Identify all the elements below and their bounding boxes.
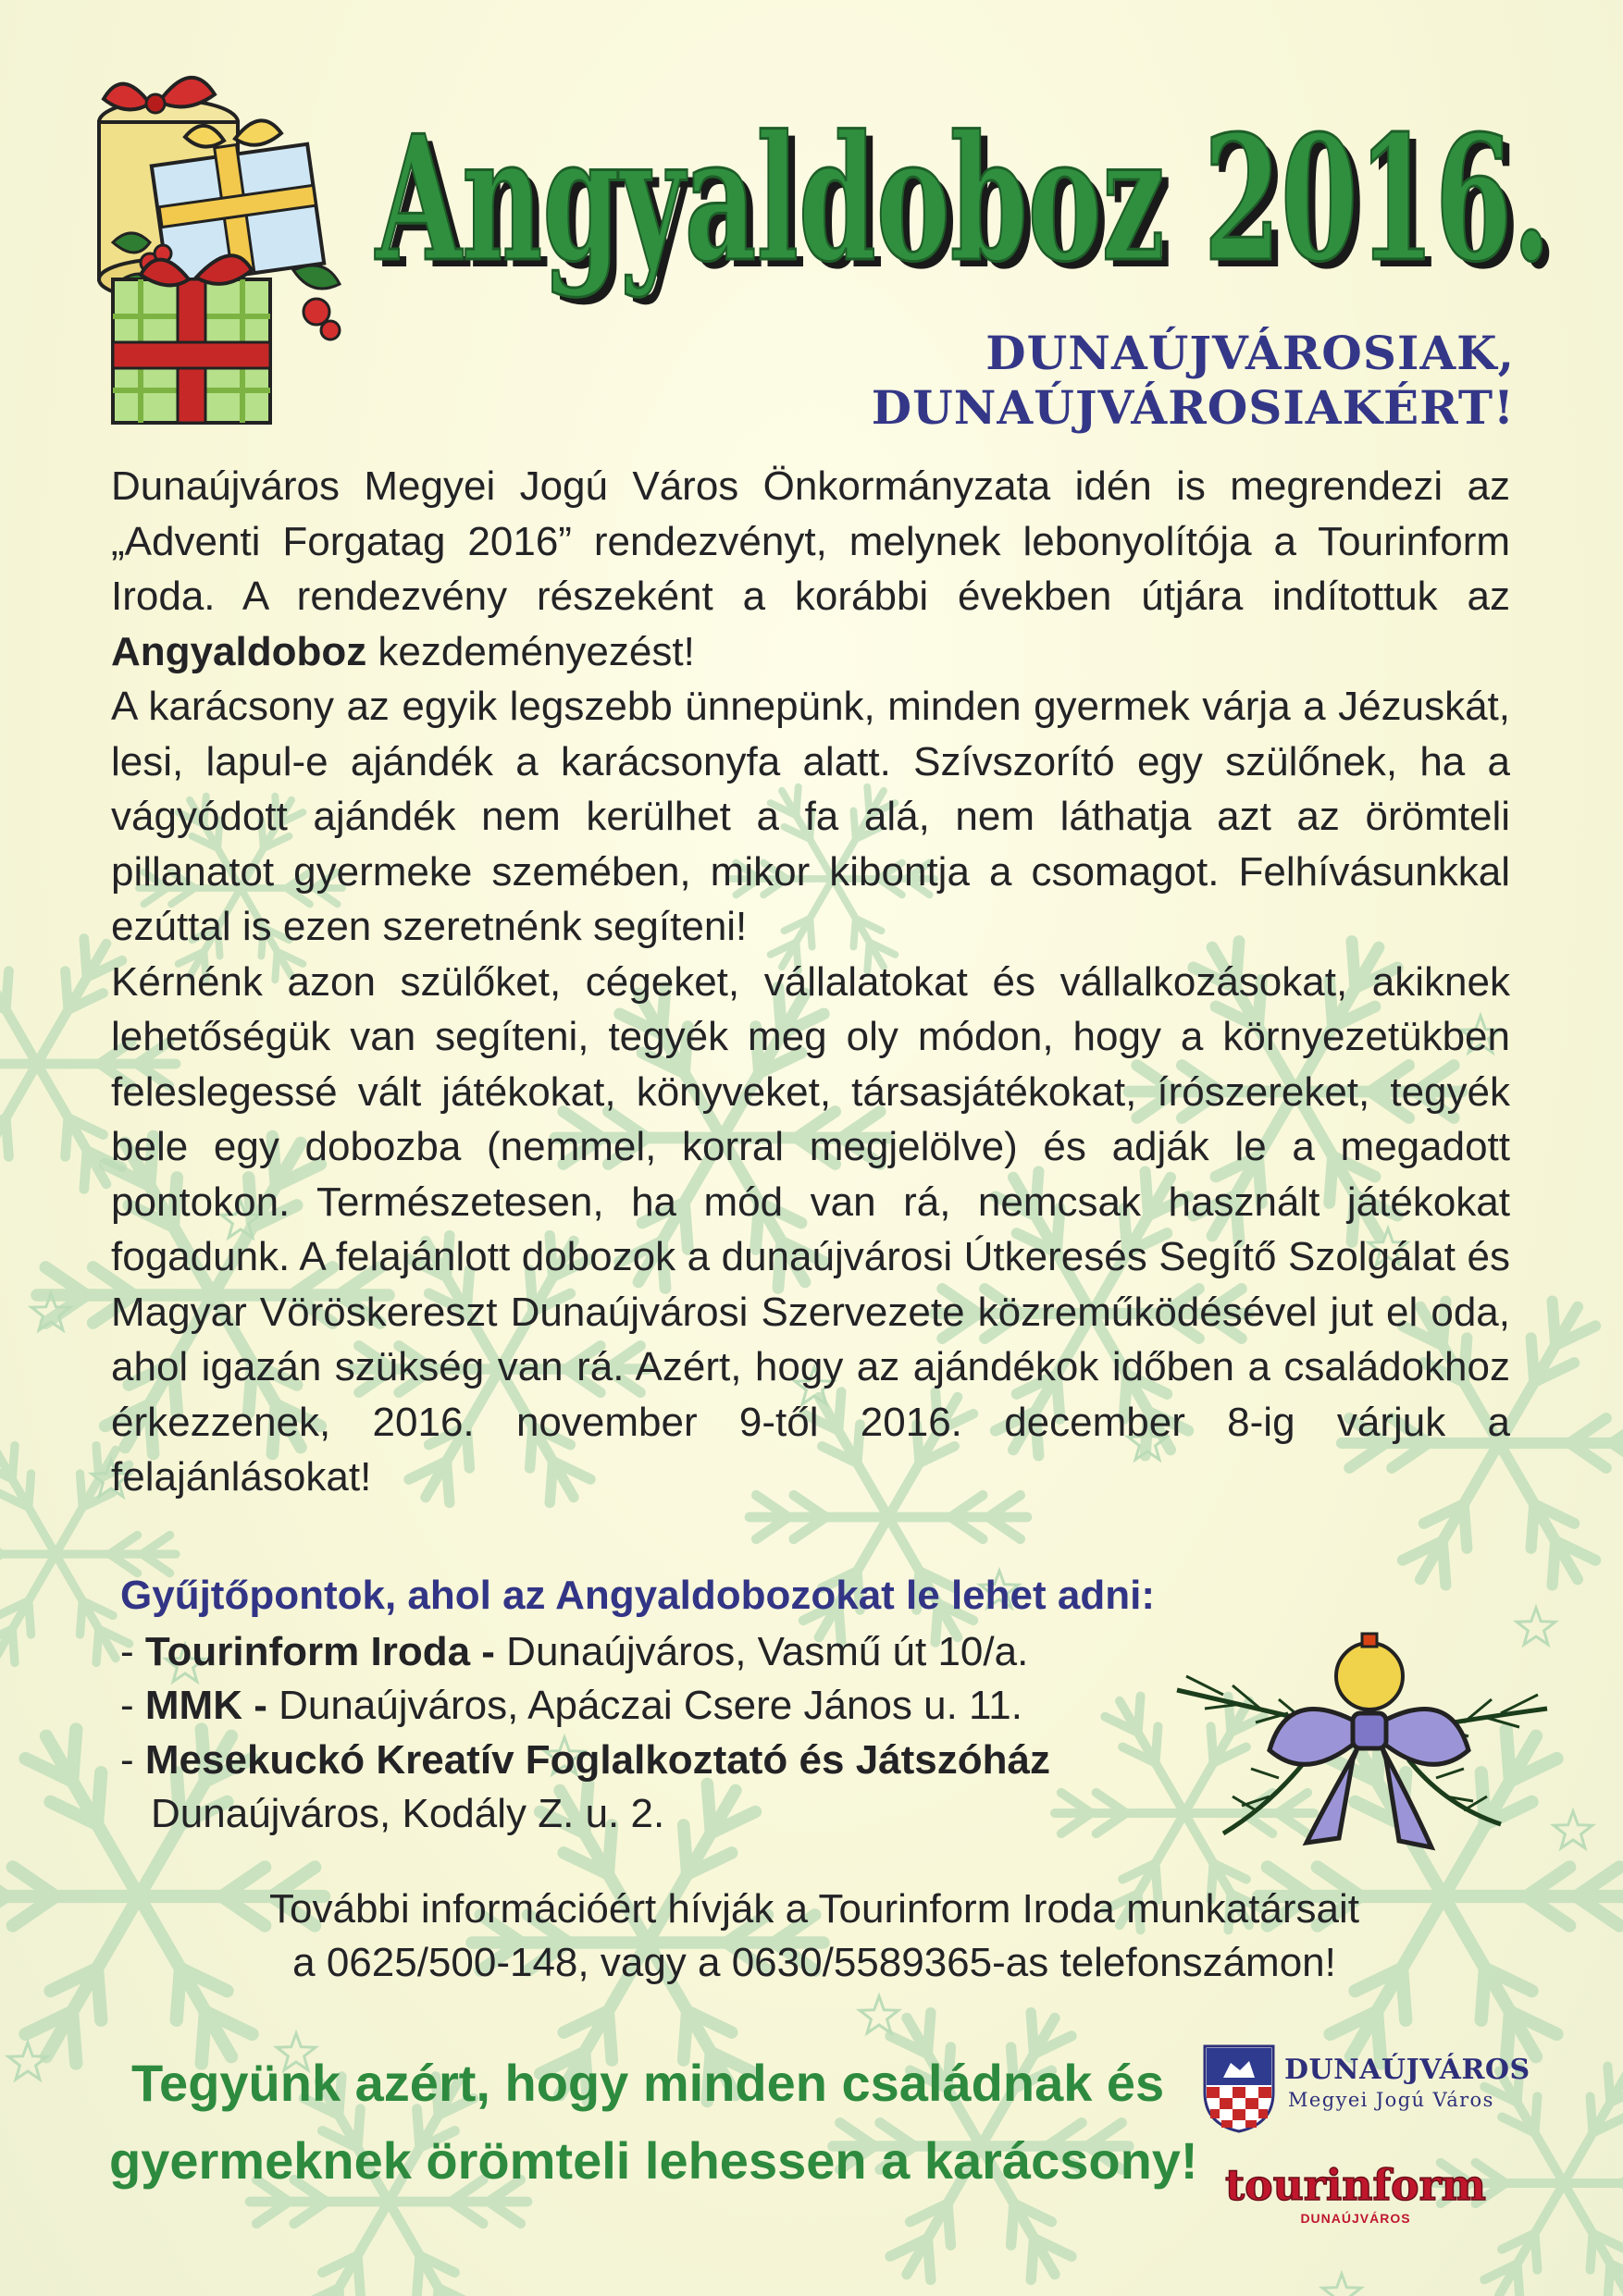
paragraph-intro: Dunaújváros Megyei Jogú Város Önkormányzata idén is megrendezi az „Adventi Forgatag 2016” rendezvényt, melynek lebonyolítója a Tourinform Iroda. A rendezvény részeként a korábbi években útjára indítottuk az Angyaldoboz kezdeményezést! — [111, 463, 1510, 674]
city-logo-name: DUNAÚJVÁROS — [1284, 2054, 1530, 2086]
star-icon — [1554, 1811, 1592, 1848]
closing-line-1: Tegyünk azért, hogy minden családnak és — [131, 2054, 1165, 2112]
page-title — [370, 85, 1564, 316]
list-item: - Tourinform Iroda - Dunaújváros, Vasmű út 10/a. — [120, 1628, 1029, 1674]
tourinform-city: DUNAÚJVÁROS — [1300, 2211, 1411, 2226]
title-shadow: Angyaldoboz 2016. — [381, 105, 1559, 307]
collection-points — [120, 1569, 1184, 1842]
list-item-address: Dunaújváros, Kodály Z. u. 2. — [151, 1791, 665, 1836]
tourinform-logo — [1221, 2159, 1490, 2233]
star-icon — [1322, 2274, 1361, 2296]
list-item: - Mesekuckó Kreatív Foglalkoztató és Játszóház — [120, 1736, 1050, 1783]
paragraph-christmas: A karácsony az egyik legszebb ünnepünk, minden gyermek várja a Jézuskát, lesi, lapul-e ajándék a karácsonyfa alatt. Szívszorító egy szülőnek, ha a vágyódott ajándék nem kerülhet a fa alá, nem láthatja azt az örömteli pillanatot gyermeke szemében, mikor kibontja a csomagot. Felhívásunkkal ezúttal is ezen szeretnénk segíteni! — [111, 684, 1510, 949]
christmas-ornament-illustration — [1168, 1621, 1556, 1870]
paragraph-request: Kérnénk azon szülőket, cégeket, vállalatokat és vállalkozásokat, akiknek lehetőségük van segíteni, tegyék meg oly módon, hogy a környezetükben feleslegessé vált játékokat, könyveket, társasjátékokat, írószereket, tegyék bele egy dobozba (nemmel, korral megjelölve) és adják le a megadott pontokon. Természetesen, ha mód van rá, nemcsak használt játékokat fogadunk. A felajánlott dobozok a dunaújvárosi Útkeresés Segítő Szolgálat és Magyar Vöröskereszt Dunaújvárosi Szervezete közreműködésével jut el oda, ahol igazán szükség van rá. Azért, hogy az ajándékok időben a családokhoz érkezzenek, 2016. november 9-től 2016. december 8-ig várjuk a felajánlásokat! — [111, 958, 1510, 1500]
closing-line-2: gyermeknek örömteli lehessen a karácsony! — [109, 2131, 1198, 2190]
city-crest-icon — [1203, 2044, 1275, 2133]
star-icon — [8, 2043, 47, 2080]
contact-line-2: a 0625/500-148, vagy a 0630/5589365-as telefonszámon! — [292, 1940, 1336, 1985]
contact-line-1: További információért hívják a Tourinform Iroda munkatársait — [269, 1886, 1359, 1932]
list-item: - MMK - Dunaújváros, Apáczai Csere János u. 11. — [120, 1683, 1022, 1728]
body-text — [111, 459, 1510, 1505]
angyaldoboz-highlight: Angyaldoboz — [111, 628, 367, 674]
dunaujvaros-city-logo — [1203, 2044, 1530, 2137]
star-icon — [860, 1996, 898, 2033]
collection-points-heading: Gyűjtőpontok, ahol az Angyaldobozokat le lehet adni: — [120, 1573, 1155, 1618]
gift-boxes-illustration — [85, 48, 363, 446]
city-logo-subtitle: Megyei Jogú Város — [1288, 2089, 1494, 2111]
tourinform-wordmark: tourinform — [1225, 2160, 1486, 2209]
closing-message — [109, 2044, 1220, 2200]
subtitle: DUNAÚJVÁROSIAK, DUNAÚJVÁROSIAKÉRT! — [871, 326, 1515, 435]
title-text: Angyaldoboz 2016. — [374, 97, 1552, 300]
contact-info — [148, 1882, 1481, 1990]
